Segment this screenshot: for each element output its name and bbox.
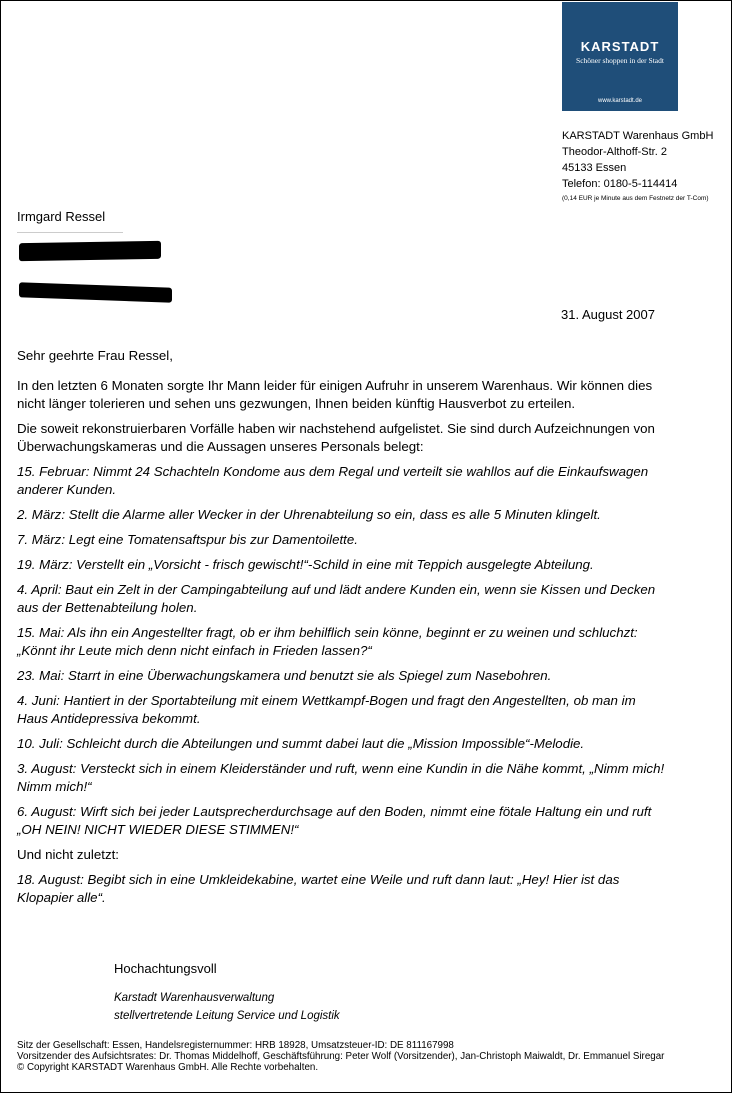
sender-street: Theodor-Althoff-Str. 2 bbox=[562, 146, 667, 158]
incident-item: 7. März: Legt eine Tomatensaftspur bis zur Damentoilette. bbox=[17, 532, 358, 547]
logo-tagline: Schöner shoppen in der Stadt bbox=[576, 56, 664, 65]
letter-body bbox=[17, 347, 667, 914]
signature-block bbox=[114, 989, 340, 1025]
logo-brand: KARSTADT bbox=[580, 39, 660, 54]
legal-footer bbox=[17, 1040, 717, 1074]
incident-item: 3. August: Versteckt sich in einem Kleiderständer und ruft, wenn eine Kundin in die Nähe kommt, „Nimm mich! Nimm mich!“ bbox=[17, 761, 665, 794]
incident-item: 10. Juli: Schleicht durch die Abteilungen und summt dabei laut die „Mission Impossible“-Melodie. bbox=[17, 736, 585, 751]
letter-date: 31. August 2007 bbox=[561, 307, 655, 322]
sender-city: 45133 Essen bbox=[562, 162, 627, 174]
footer-line-1: Sitz der Gesellschaft: Essen, Handelsregisternummer: HRB 18928, Umsatzsteuer-ID: DE 811167998 bbox=[17, 1040, 454, 1051]
redacted-address-line-2 bbox=[19, 282, 172, 302]
recipient-divider bbox=[17, 232, 123, 233]
incident-item: 15. Februar: Nimmt 24 Schachteln Kondome aus dem Regal und verteilt sie wahllos auf die Einkaufswagen anderer Kunden. bbox=[17, 464, 649, 497]
signature-line-1: Karstadt Warenhausverwaltung bbox=[114, 992, 275, 1004]
sender-address bbox=[562, 128, 713, 206]
incident-item: 23. Mai: Starrt in eine Überwachungskamera und benutzt sie als Spiegel zum Nasebohren. bbox=[17, 668, 552, 683]
incident-item: 6. August: Wirft sich bei jeder Lautsprecherdurchsage auf den Boden, nimmt eine fötale Haltung ein und ruft „OH NEIN! NICHT WIEDER DIESE STIMMEN!“ bbox=[17, 804, 652, 837]
incident-item: 15. Mai: Als ihn ein Angestellter fragt, ob er ihm behilflich sein könne, beginnt er zu weinen und schluchzt: „Könnt ihr Leute mich denn nicht einfach in Frieden lassen?“ bbox=[17, 625, 638, 658]
sender-phone: Telefon: 0180-5-114414 bbox=[562, 178, 678, 190]
sender-company: KARSTADT Warenhaus GmbH bbox=[562, 130, 714, 142]
redacted-address-line-1 bbox=[19, 241, 161, 261]
incident-item: 19. März: Verstellt ein „Vorsicht - frisch gewischt!“-Schild in eine mit Teppich ausgelegte Abteilung. bbox=[17, 557, 594, 572]
signature-line-2: stellvertretende Leitung Service und Logistik bbox=[114, 1010, 340, 1022]
incident-item-last: 18. August: Begibt sich in eine Umkleidekabine, wartet eine Weile und ruft dann laut: „Hey! Hier ist das Klopapier alle“. bbox=[17, 872, 620, 905]
intro-paragraph: In den letzten 6 Monaten sorgte Ihr Mann leider für einigen Aufruhr in unserem Warenhaus. Wir können dies nicht länger tolerieren und sehen uns gezwungen, Ihnen beiden künftig Hausverbot zu erteilen. bbox=[17, 378, 653, 411]
incident-item: 4. Juni: Hantiert in der Sportabteilung mit einem Wettkampf-Bogen und fragt den Angestellten, ob man im Haus Antidepressiva bekommt. bbox=[17, 693, 636, 726]
salutation: Sehr geehrte Frau Ressel, bbox=[17, 348, 173, 363]
closing: Hochachtungsvoll bbox=[114, 961, 217, 976]
recipient-name: Irmgard Ressel bbox=[17, 209, 106, 224]
footer-line-3: © Copyright KARSTADT Warenhaus GmbH. Alle Rechte vorbehalten. bbox=[17, 1062, 319, 1074]
footer-line-2: Vorsitzender des Aufsichtsrates: Dr. Thomas Middelhoff, Geschäftsführung: Peter Wolf (Vorsitzender), Jan-Christoph Maiwaldt, Dr. Emmanuel Siregar bbox=[17, 1051, 665, 1063]
listing-intro-paragraph: Die soweit rekonstruierbaren Vorfälle haben wir nachstehend aufgelistet. Sie sind durch Aufzeichnungen von Überwachungskameras und die Aussagen unseres Personals belegt: bbox=[17, 421, 655, 454]
karstadt-logo bbox=[562, 2, 678, 111]
sender-phone-note: (0,14 EUR je Minute aus dem Festnetz der T-Com) bbox=[562, 195, 709, 202]
incident-item: 2. März: Stellt die Alarme aller Wecker in der Uhrenabteilung so ein, dass es alle 5 Minuten klingelt. bbox=[17, 507, 601, 522]
logo-url: www.karstadt.de bbox=[597, 98, 643, 104]
incident-item: 4. April: Baut ein Zelt in der Campingabteilung auf und lädt andere Kunden ein, wenn sie Kissen und Decken aus der Bettenabteilung holen. bbox=[17, 582, 656, 615]
last-intro: Und nicht zuletzt: bbox=[17, 847, 119, 862]
